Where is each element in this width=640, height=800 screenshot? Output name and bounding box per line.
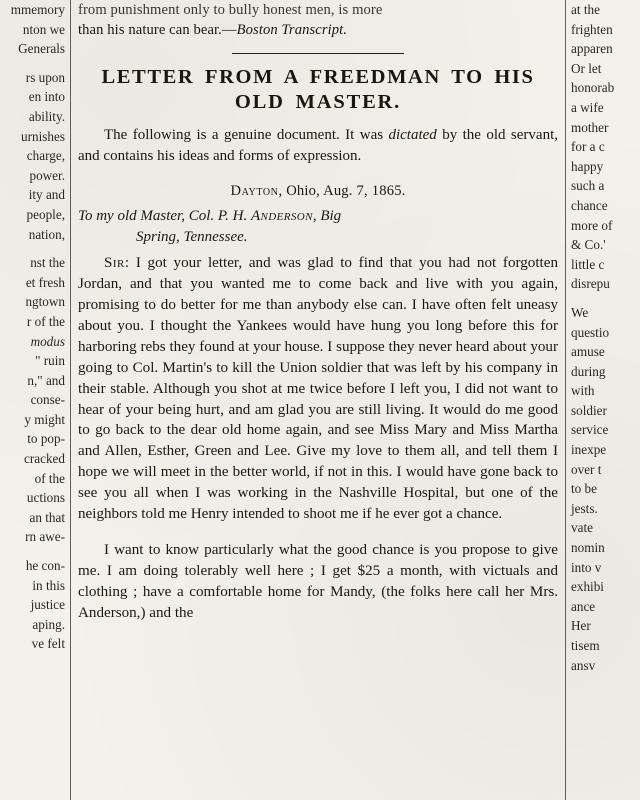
left-fragment-line: in this bbox=[32, 577, 65, 593]
right-fragment-line: nomin bbox=[571, 540, 605, 556]
right-fragment-line: for a c bbox=[571, 139, 605, 155]
right-fragment-line: a wife bbox=[571, 99, 604, 115]
top-fragment-dash: — bbox=[221, 22, 237, 38]
left-fragment-line: ngtown bbox=[25, 294, 65, 310]
paragraph-1-text: : I got your letter, and was glad to find that you had not forgotten Jordan, and that you wanted me to come back and live with you again, promising to do better for me than anybody else can. I have often felt uneasy about you. I thought the Yankees would have hung you long before this for harboring rebs they found at your house. I suppose they never heard about your going to Col. Martin's to kill the Union soldier that was left by his company in their stable. Although you shot at me twice before I left you, I did not want to hear of your being hurt, and am glad you are still living. It would do me good to go back to the dear old home again, and see Miss Mary and Miss Martha and Allen, Esther, Green and Lee. Give my love to them all, and tell them I hope we will meet in the better world, if not in this. I would have gone back to see you all when I was working in the Nashville Hospital, but one of the neighbors told me Henry intended to shoot me if he ever got a chance. bbox=[78, 255, 558, 523]
top-fragment-line-1: from punishment only to bully honest men, is more bbox=[78, 2, 383, 18]
salutation-line-2: Spring, Tennessee. bbox=[136, 229, 248, 246]
left-fragment-line: of the bbox=[34, 470, 65, 486]
salutation-post: , bbox=[312, 208, 321, 225]
right-fragment-line: to be bbox=[571, 481, 598, 497]
left-fragment-line: en into bbox=[28, 89, 65, 105]
left-fragment-line: nst the bbox=[30, 255, 65, 271]
right-fragment-line: exhibi bbox=[571, 579, 604, 595]
right-fragment-line: ance bbox=[571, 598, 596, 614]
left-fragment-line: Generals bbox=[18, 41, 65, 57]
right-fragment-line: tisem bbox=[571, 638, 600, 653]
dateline-place: Dayton bbox=[230, 183, 279, 200]
top-article-fragment bbox=[78, 0, 558, 40]
right-fragment-line: happy bbox=[571, 158, 604, 174]
right-fragment-line: mother bbox=[571, 119, 609, 135]
left-column-fragment bbox=[0, 0, 68, 800]
left-fragment-line: urnishes bbox=[21, 128, 65, 144]
left-fragment-line: cracked bbox=[24, 451, 65, 467]
right-fragment-line: frighten bbox=[571, 21, 613, 37]
left-fragment-line: ability. bbox=[28, 108, 65, 124]
salutation-pre: To my old Master, Col. P. H. bbox=[78, 208, 251, 225]
headline-line-1: LETTER FROM A FREEDMAN TO HIS bbox=[101, 66, 535, 88]
headline-line-2: OLD MASTER. bbox=[234, 91, 402, 113]
main-article-column bbox=[78, 0, 558, 800]
right-fragment-line: during bbox=[571, 363, 606, 379]
lede-part-2: by the old servant, and contains his ideas and forms of expression. bbox=[78, 127, 558, 164]
letter-paragraph-1 bbox=[78, 253, 558, 525]
right-fragment-line bbox=[568, 294, 640, 303]
letter-paragraph-2 bbox=[78, 540, 558, 624]
right-fragment-line: jests. bbox=[571, 500, 598, 516]
salutation-recipient-name: Anderson bbox=[250, 208, 313, 225]
right-fragment-line: at the bbox=[571, 2, 600, 17]
right-fragment-line: We bbox=[571, 304, 589, 320]
right-fragment-line: over t bbox=[571, 461, 602, 477]
right-fragment-line: ansv bbox=[571, 657, 596, 673]
left-fragment-line: et fresh bbox=[25, 274, 65, 290]
right-column-fragment bbox=[568, 0, 640, 800]
right-fragment-line: little c bbox=[571, 256, 605, 272]
top-fragment-line-2 bbox=[78, 20, 558, 40]
left-fragment-line: conse- bbox=[30, 392, 65, 408]
right-fragment-line: amuse bbox=[571, 344, 605, 360]
dateline-rest: , Ohio, Aug. 7, 1865. bbox=[278, 183, 406, 200]
right-fragment-line: more of bbox=[571, 217, 613, 233]
right-fragment-line: & Co.' bbox=[571, 237, 606, 253]
top-fragment-source: Boston Transcript. bbox=[236, 22, 348, 38]
left-fragment-line: nation, bbox=[28, 226, 65, 242]
right-fragment-line: Her bbox=[571, 618, 591, 634]
right-fragment-line: disrepu bbox=[571, 276, 610, 292]
right-fragment-line: inexpe bbox=[571, 442, 607, 458]
right-fragment-line: chance bbox=[571, 197, 608, 213]
left-fragment-line: people, bbox=[26, 206, 65, 222]
left-fragment-line: rn awe- bbox=[25, 529, 65, 545]
article-headline bbox=[78, 65, 558, 115]
letter-salutation bbox=[78, 206, 558, 248]
section-divider bbox=[232, 53, 404, 54]
left-fragment-line: y might bbox=[24, 411, 65, 427]
left-fragment-line: to pop- bbox=[27, 431, 65, 447]
left-fragment-line: mmemory bbox=[10, 2, 65, 17]
right-fragment-line: vate bbox=[571, 520, 593, 536]
top-fragment-text: than his nature can bear. bbox=[78, 22, 222, 38]
right-fragment-line: such a bbox=[571, 178, 605, 194]
left-fragment-line: modus bbox=[30, 333, 65, 349]
right-fragment-line: honorab bbox=[571, 80, 615, 96]
left-fragment-line: nton we bbox=[22, 21, 65, 37]
left-fragment-line: ity and bbox=[28, 187, 65, 203]
left-fragment-line bbox=[0, 59, 68, 68]
right-fragment-line: apparen bbox=[571, 41, 613, 57]
left-fragment-line bbox=[0, 547, 68, 556]
left-fragment-line: rs upon bbox=[25, 69, 65, 85]
right-fragment-line: Or let bbox=[571, 60, 602, 76]
left-fragment-line: aping. bbox=[32, 616, 65, 632]
right-fragment-line: soldier bbox=[571, 402, 607, 418]
right-fragment-line: service bbox=[571, 422, 609, 438]
lede-emphasis: dictated bbox=[388, 127, 437, 143]
article-lede bbox=[78, 125, 558, 166]
lede-part-1: The following is a genuine document. It was bbox=[104, 127, 389, 143]
paragraph-2-text: I want to know particularly what the good chance is you propose to give me. I am doing tolerably well here ; I get $25 a month, with victuals and clothing ; have a comfortable home for Mandy, (the folks here call her Mrs. Anderson,) and the bbox=[78, 542, 558, 621]
left-fragment-line: charge, bbox=[26, 148, 65, 164]
letter-dateline bbox=[78, 181, 558, 202]
left-fragment-line: ve felt bbox=[31, 636, 65, 652]
right-fragment-line: questio bbox=[571, 324, 610, 340]
right-fragment-line: with bbox=[571, 383, 595, 399]
left-fragment-line: an that bbox=[29, 509, 65, 525]
left-fragment-line: he con- bbox=[25, 558, 65, 574]
left-fragment-line: justice bbox=[30, 597, 65, 613]
left-fragment-line: r of the bbox=[26, 313, 65, 329]
right-fragment-line: into v bbox=[571, 559, 602, 575]
left-fragment-line bbox=[0, 244, 68, 253]
paragraph-1-opener: Sir bbox=[104, 255, 125, 272]
salutation-place-start: Big bbox=[320, 208, 342, 225]
column-rule-right bbox=[565, 0, 566, 800]
column-rule-left bbox=[70, 0, 71, 800]
left-fragment-line: uctions bbox=[26, 490, 65, 506]
left-fragment-line: n," and bbox=[27, 372, 65, 388]
left-fragment-line: power. bbox=[29, 167, 65, 183]
left-fragment-line: " ruin bbox=[35, 353, 65, 369]
